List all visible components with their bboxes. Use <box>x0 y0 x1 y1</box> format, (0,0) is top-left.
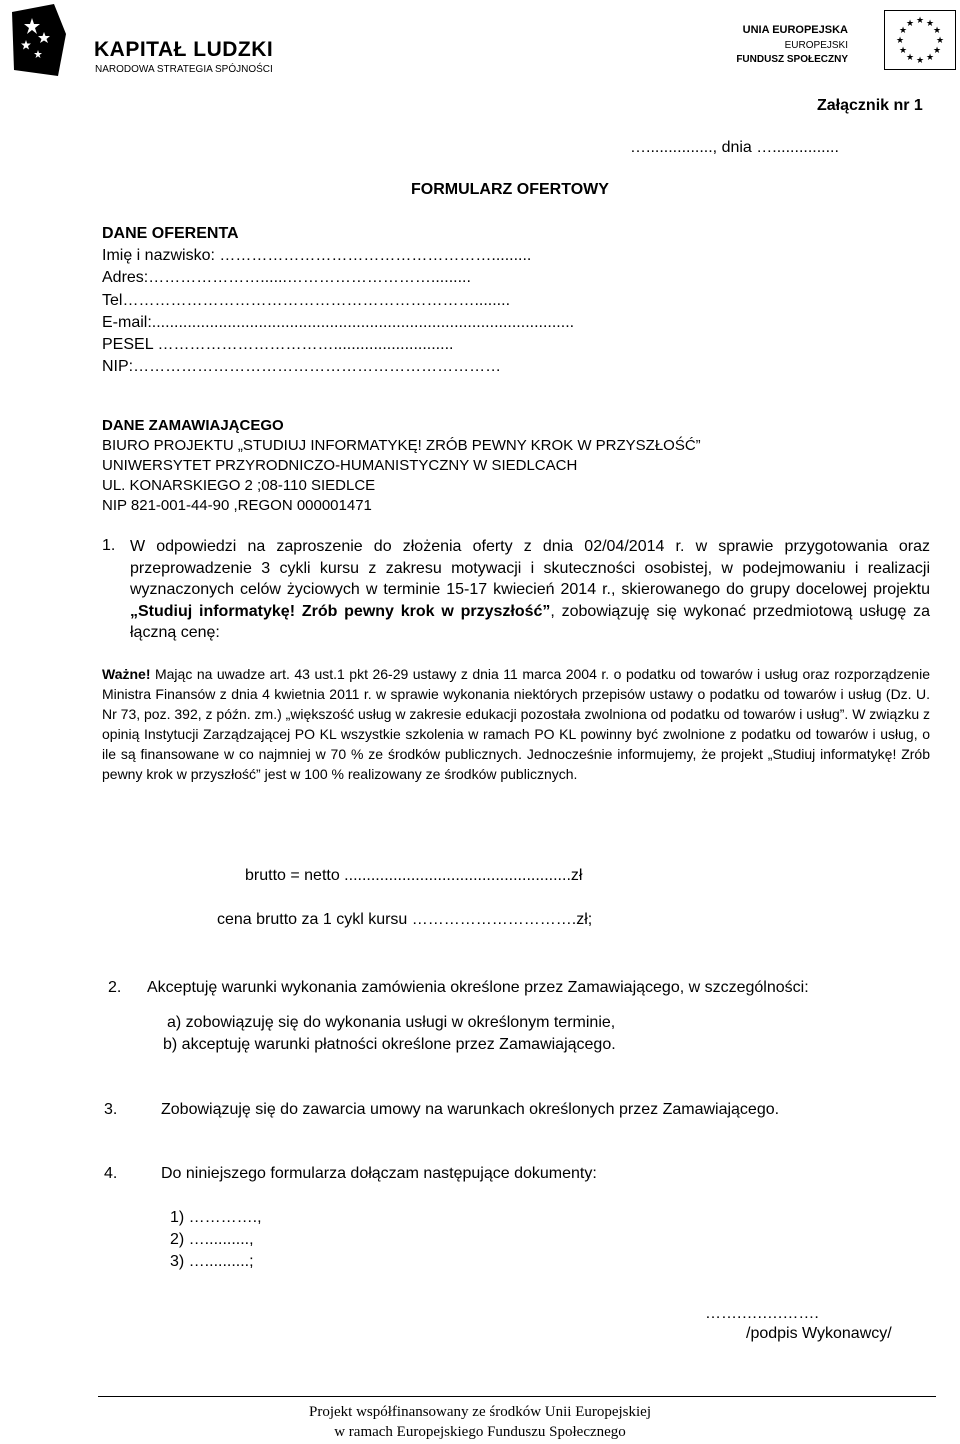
bidder-tel-field: Tel…………………………………………………………........ <box>102 292 511 309</box>
footer-line1: Projekt współfinansowany ze środków Unii Europejskiej <box>308 1404 652 1420</box>
client-heading: DANE ZAMAWIAJĄCEGO <box>102 417 284 434</box>
svg-text:★: ★ <box>915 56 925 66</box>
point1-number: 1. <box>102 537 116 554</box>
form-title: FORMULARZ OFERTOWY <box>411 181 609 198</box>
point2-item-b: b) akceptuję warunki płatności określone przez Zamawiającego. <box>163 1036 616 1053</box>
point2-number: 2. <box>108 979 122 996</box>
price-per-cycle-field: cena brutto za 1 cykl kursu ………………………….zł; <box>217 911 593 928</box>
point1-paragraph <box>130 536 930 644</box>
svg-text:★: ★ <box>905 53 915 63</box>
svg-text:★: ★ <box>935 36 945 46</box>
signature-dots: …….….….……. <box>705 1305 819 1322</box>
footer-line2: w ramach Europejskiego Funduszu Społecznego <box>334 1424 626 1440</box>
point1-text-b: , zobowiązuję się wykonać przedmiotową usługę za łączną cenę: <box>130 602 930 641</box>
bidder-email-field: E-mail:............................................................................................... <box>102 314 575 331</box>
eu-logo-line2: EUROPEJSKI <box>784 40 848 51</box>
eu-logo <box>720 10 956 72</box>
kapital-ludzki-emblem-icon <box>8 4 70 76</box>
client-line2: UNIWERSYTET PRZYRODNICZO-HUMANISTYCZNY W SIEDLCACH <box>102 457 578 474</box>
point4-text: Do niniejszego formularza dołączam następujące dokumenty: <box>161 1165 597 1182</box>
svg-text:★: ★ <box>925 53 935 63</box>
point1-text-a: W odpowiedzi na zaproszenie do złożenia oferty z dnia 02/04/2014 r. w sprawie przygotowania oraz przeprowadzenie 3 cykli kursu z zakresu motywacji i skuteczności osobistej, w podejmowaniu i realizacji wyznaczonych celów życiowych w terminie 15-17 kwiecień 2014 r., skierowanego do grupy docelowej projektu <box>130 538 930 598</box>
attachment-item: 1) …………., <box>170 1209 262 1226</box>
client-line4: NIP 821-001-44-90 ,REGON 000001471 <box>102 497 372 514</box>
svg-text:★: ★ <box>932 46 942 56</box>
bidder-address-field: Adres:…………………......………………………......... <box>102 269 471 286</box>
attachment-item: 2) ….........., <box>170 1231 254 1248</box>
svg-text:★: ★ <box>898 26 908 36</box>
point1-project-name: „Studiuj informatykę! Zrób pewny krok w przyszłość” <box>130 602 551 620</box>
bidder-name-field: Imię i nazwisko: ……………………………………………......... <box>102 247 532 264</box>
eu-logo-line3: FUNDUSZ SPOŁECZNY <box>736 54 848 65</box>
price-gross-net-field: brutto = netto ...................................................zł <box>245 867 583 884</box>
attachment-label: Załącznik nr 1 <box>817 97 923 114</box>
client-line3: UL. KONARSKIEGO 2 ;08-110 SIEDLCE <box>102 477 376 494</box>
signature-label: /podpis Wykonawcy/ <box>746 1325 892 1342</box>
eu-logo-line1: UNIA EUROPEJSKA <box>742 24 848 36</box>
svg-text:★: ★ <box>895 36 905 46</box>
kapital-ludzki-subtitle: NARODOWA STRATEGIA SPÓJNOŚCI <box>95 64 273 75</box>
bidder-pesel-field: PESEL ……………………………........................... <box>102 336 454 353</box>
point2-item-a: a) zobowiązuję się do wykonania usługi w określonym terminie, <box>167 1014 616 1031</box>
client-line1: BIURO PROJEKTU „STUDIUJ INFORMATYKĘ! ZRÓB PEWNY KROK W PRZYSZŁOŚĆ” <box>102 437 701 454</box>
point3-text: Zobowiązuję się do zawarcia umowy na warunkach określonych przez Zamawiającego. <box>161 1101 780 1118</box>
place-date-line: …..............., dnia …............... <box>630 139 839 156</box>
eu-flag-icon <box>884 10 956 70</box>
svg-text:★: ★ <box>898 46 908 56</box>
bidder-nip-field: NIP:…………………………………………………………… <box>102 358 502 375</box>
point3-number: 3. <box>104 1101 118 1118</box>
point4-number: 4. <box>104 1165 118 1182</box>
vat-note-text: Mając na uwadze art. 43 ust.1 pkt 26-29 ustawy z dnia 11 marca 2004 r. o podatku od towarów i usług oraz rozporządzenie Ministra Finansów z dnia 4 kwietnia 2011 r. w sprawie wykonania niektórych przepisów ustawy o podatku od towarów i usług (Dz. U. Nr 73, poz. 392, z późn. zm.) „większość usług w zakresie edukacji pozostała zwolniona od podatku od towarów i usług”. W związku z opinią Instytucji Zarządzającej PO KL wszystkie szkolenia w ramach PO KL powinny być zwolnione z podatku od towarów i usług, o ile są finansowane w co najmniej w 70 % ze środków publicznych. Jednocześnie informujemy, że projekt „Studiuj informatykę! Zrób pewny krok w przyszłość” jest w 100 % realizowany ze środków publicznych. <box>102 666 930 782</box>
vat-note <box>102 664 930 784</box>
bidder-heading: DANE OFERENTA <box>102 225 239 242</box>
svg-text:★: ★ <box>932 26 942 36</box>
kapital-ludzki-logo <box>8 4 298 78</box>
svg-text:★: ★ <box>915 16 925 26</box>
kapital-ludzki-title: KAPITAŁ LUDZKI <box>94 38 274 61</box>
svg-text:★: ★ <box>905 19 915 29</box>
point2-text: Akceptuję warunki wykonania zamówienia określone przez Zamawiającego, w szczególności: <box>147 979 809 996</box>
svg-text:★: ★ <box>925 19 935 29</box>
footer-divider <box>98 1396 936 1397</box>
attachment-item: 3) …..........; <box>170 1253 254 1270</box>
vat-note-bold: Ważne! <box>102 666 151 682</box>
